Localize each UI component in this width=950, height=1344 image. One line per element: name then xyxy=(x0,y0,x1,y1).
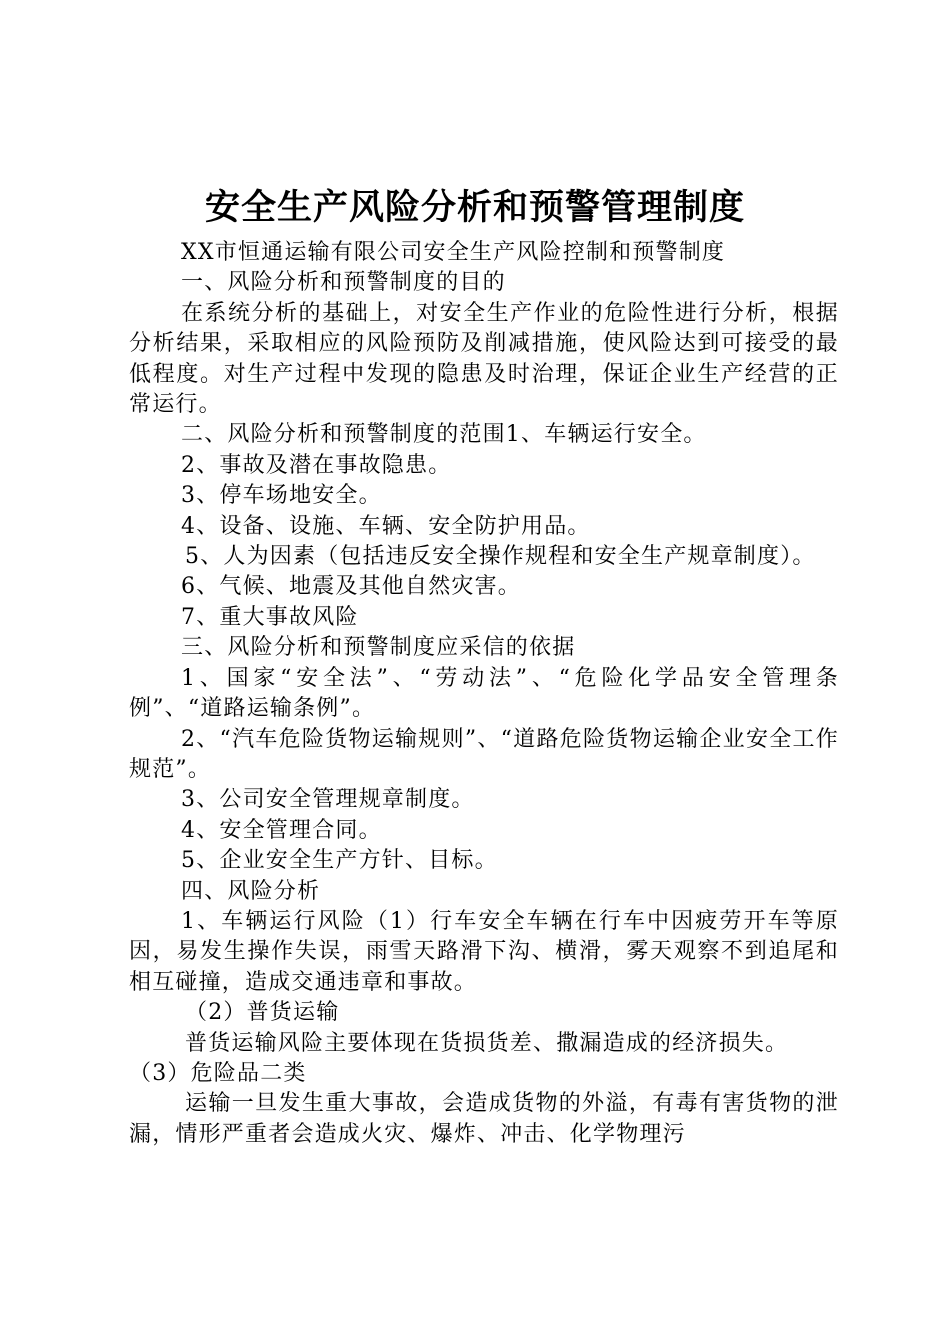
paragraph-basis-1: 1、国家“安全法”、“劳动法”、“危险化学品安全管理条例”、“道路运输条例”。 xyxy=(129,665,839,722)
paragraph-risk-hazmat: 运输一旦发生重大事故，会造成货物的外溢，有毒有害货物的泄漏，情形严重者会造成火灾、爆炸、冲击、化学物理污 xyxy=(129,1091,839,1147)
paragraph-basis-3: 3、公司安全管理规章制度。 xyxy=(181,787,475,813)
paragraph-section-3-heading: 三、风险分析和预警制度应采信的依据 xyxy=(181,635,576,661)
paragraph-basis-2: 2、“汽车危险货物运输规则”、“道路危险货物运输企业安全工作规范”。 xyxy=(129,726,839,782)
paragraph-section-2-heading: 二、风险分析和预警制度的范围1、车辆运行安全。 xyxy=(181,422,707,448)
paragraph-basis-4: 4、安全管理合同。 xyxy=(181,817,382,843)
document-title: 安全生产风险分析和预警管理制度 xyxy=(204,187,745,228)
paragraph-risk-hazmat-heading: （3）危险品二类 xyxy=(129,1060,307,1086)
paragraph-section-1-heading: 一、风险分析和预警制度的目的 xyxy=(181,270,506,296)
paragraph-risk-vehicle: 1、车辆运行风险（1）行车安全车辆在行车中因疲劳开车等原因，易发生操作失误，雨雪天路滑下沟、横滑，雾天观察不到追尾和相互碰撞，造成交通违章和事故。 xyxy=(129,908,839,995)
paragraph-company-heading: XX市恒通运输有限公司安全生产风险控制和预警制度 xyxy=(181,240,726,265)
document-body xyxy=(129,238,839,1150)
paragraph-risk-general-cargo-heading: （2）普货运输 xyxy=(185,1000,340,1026)
paragraph-scope-5: 5、人为因素（包括违反安全操作规程和安全生产规章制度）。 xyxy=(185,544,816,570)
paragraph-purpose: 在系统分析的基础上，对安全生产作业的危险性进行分析，根据分析结果，采取相应的风险预防及削减措施，使风险达到可接受的最低程度。对生产过程中发现的隐患及时治理，保证企业生产经营的正常运行。 xyxy=(129,300,839,418)
paragraph-basis-5: 5、企业安全生产方针、目标。 xyxy=(181,848,498,874)
paragraph-risk-general-cargo: 普货运输风险主要体现在货损货差、撒漏造成的经济损失。 xyxy=(185,1030,789,1056)
paragraph-section-4-heading: 四、风险分析 xyxy=(181,878,321,904)
paragraph-scope-7: 7、重大事故风险 xyxy=(181,604,359,630)
paragraph-scope-2: 2、事故及潜在事故隐患。 xyxy=(181,452,452,478)
paragraph-scope-3: 3、停车场地安全。 xyxy=(181,483,382,509)
paragraph-scope-6: 6、气候、地震及其他自然灾害。 xyxy=(181,574,521,600)
paragraph-scope-4: 4、设备、设施、车辆、安全防护用品。 xyxy=(181,513,591,539)
